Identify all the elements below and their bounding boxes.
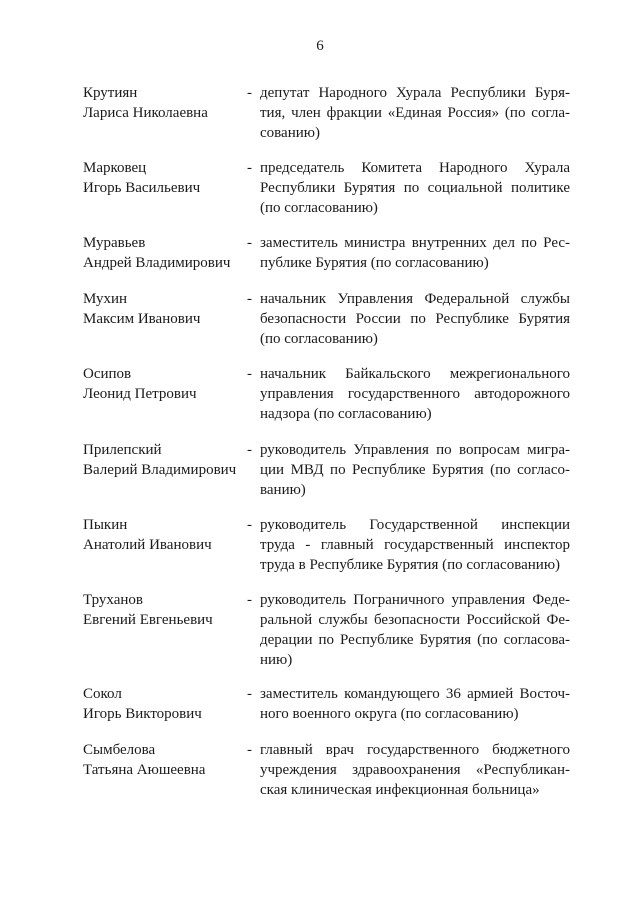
position-line: начальник Байкальского межрегионального <box>260 366 570 382</box>
person-name <box>83 233 248 273</box>
position-line: безопасности России по Республике Бурятия <box>260 311 570 327</box>
surname: Прилепский <box>83 442 162 458</box>
position-description <box>260 233 570 273</box>
position-description <box>260 515 570 575</box>
position-line: депутат Народного Хурала Республики Буря- <box>260 85 570 101</box>
given-names: Игорь Викторович <box>83 706 202 722</box>
position-line: руководитель Государственной инспекции <box>260 517 570 533</box>
position-line: руководитель Пограничного управления Феде- <box>260 592 570 608</box>
position-description <box>260 158 570 218</box>
given-names: Лариса Николаевна <box>83 105 208 121</box>
position-line: труда - главный государственный инспектор <box>260 537 570 553</box>
position-line: сованию) <box>260 125 320 141</box>
person-name <box>83 289 248 329</box>
position-line: председатель Комитета Народного Хурала <box>260 160 570 176</box>
person-name <box>83 684 248 724</box>
position-line: заместитель командующего 36 армией Восточ- <box>260 686 570 702</box>
person-name <box>83 83 248 123</box>
position-line: учреждения здравоохранения «Республикан- <box>260 762 570 778</box>
separator-dash: - <box>247 442 252 458</box>
separator-dash: - <box>247 160 252 176</box>
given-names: Игорь Васильевич <box>83 180 201 196</box>
position-line: ральной службы безопасности Российской Фе- <box>260 612 570 628</box>
position-line: Республики Бурятия по социальной политике <box>260 180 570 196</box>
given-names: Евгений Евгеньевич <box>83 612 213 628</box>
surname: Крутиян <box>83 85 138 101</box>
person-name <box>83 364 248 404</box>
position-line: тия, член фракции «Единая Россия» (по согла- <box>260 105 570 121</box>
position-description <box>260 289 570 349</box>
position-description <box>260 364 570 424</box>
position-line: заместитель министра внутренних дел по Рес- <box>260 235 570 251</box>
position-line: труда в Республике Бурятия (по согласованию) <box>260 557 561 573</box>
position-description <box>260 590 570 670</box>
person-name <box>83 740 248 780</box>
position-line: ции МВД по Республике Бурятия (по согласо- <box>260 462 570 478</box>
surname: Марковец <box>83 160 147 176</box>
given-names: Леонид Петрович <box>83 386 197 402</box>
position-line: руководитель Управления по вопросам мигра- <box>260 442 570 458</box>
position-description <box>260 740 570 800</box>
position-line: (по согласованию) <box>260 200 378 216</box>
person-name <box>83 440 248 480</box>
separator-dash: - <box>247 686 252 702</box>
separator-dash: - <box>247 85 252 101</box>
surname: Сымбелова <box>83 742 156 758</box>
position-line: нию) <box>260 652 293 668</box>
position-line: публике Бурятия (по согласованию) <box>260 255 489 271</box>
given-names: Максим Иванович <box>83 311 201 327</box>
separator-dash: - <box>247 592 252 608</box>
surname: Мухин <box>83 291 128 307</box>
separator-dash: - <box>247 742 252 758</box>
separator-dash: - <box>247 235 252 251</box>
separator-dash: - <box>247 291 252 307</box>
surname: Труханов <box>83 592 143 608</box>
position-description <box>260 684 570 724</box>
position-line: надзора (по согласованию) <box>260 406 432 422</box>
position-line: ская клиническая инфекционная больница» <box>260 782 540 798</box>
position-line: ванию) <box>260 482 306 498</box>
surname: Сокол <box>83 686 122 702</box>
position-line: дерации по Республике Бурятия (по согласова- <box>260 632 570 648</box>
position-line: управления государственного автодорожного <box>260 386 570 402</box>
position-description <box>260 440 570 500</box>
page-number: 6 <box>316 38 324 54</box>
given-names: Андрей Владимирович <box>83 255 231 271</box>
given-names: Татьяна Аюшеевна <box>83 762 206 778</box>
position-line: главный врач государственного бюджетного <box>260 742 570 758</box>
surname: Осипов <box>83 366 132 382</box>
surname: Пыкин <box>83 517 128 533</box>
separator-dash: - <box>247 517 252 533</box>
position-line: (по согласованию) <box>260 331 378 347</box>
surname: Муравьев <box>83 235 146 251</box>
person-name <box>83 515 248 555</box>
separator-dash: - <box>247 366 252 382</box>
position-line: ного военного округа (по согласованию) <box>260 706 519 722</box>
position-description <box>260 83 570 143</box>
given-names: Валерий Владимирович <box>83 462 237 478</box>
person-name <box>83 590 248 630</box>
given-names: Анатолий Иванович <box>83 537 212 553</box>
person-name <box>83 158 248 198</box>
position-line: начальник Управления Федеральной службы <box>260 291 570 307</box>
